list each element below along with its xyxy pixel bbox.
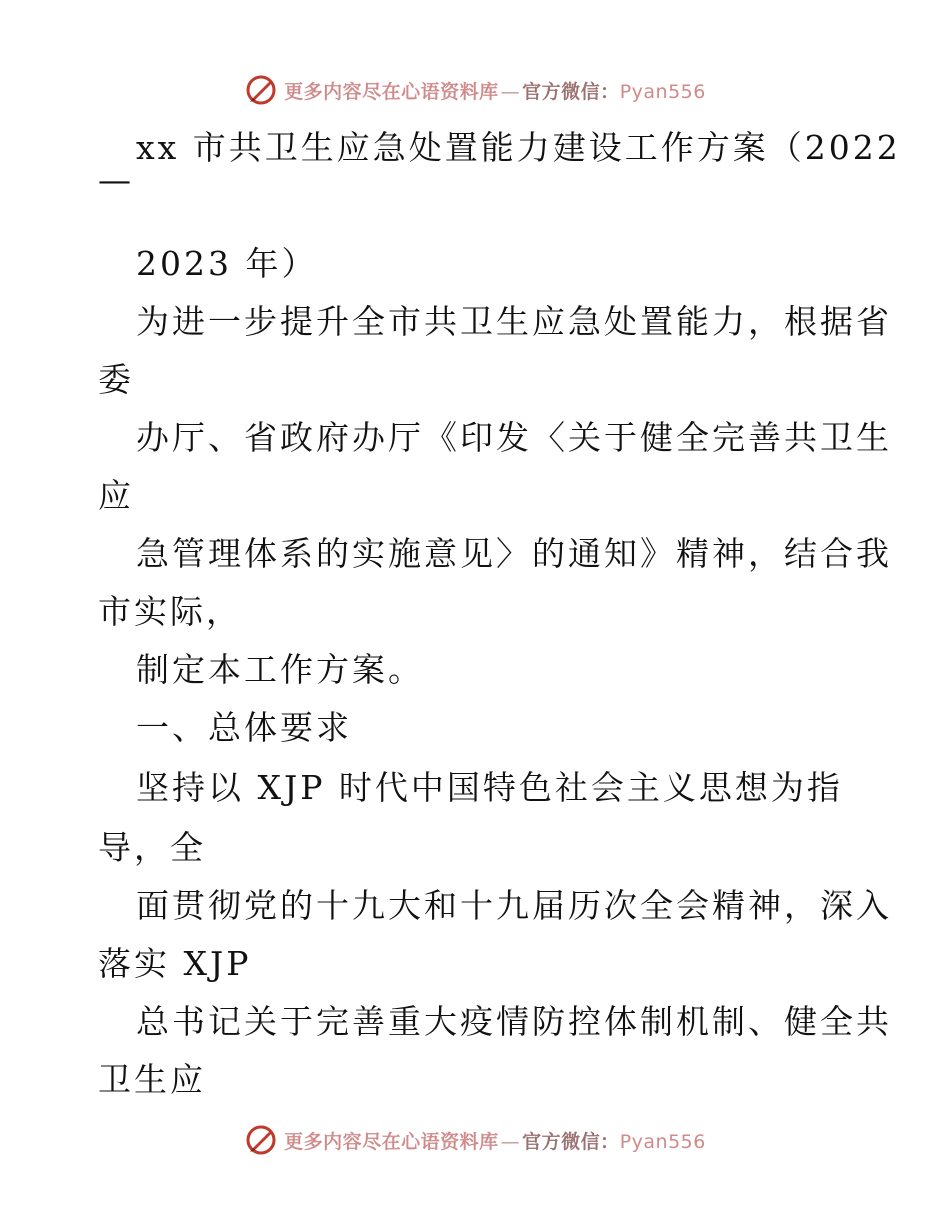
- paragraph-line: 导，全: [98, 828, 206, 867]
- watermark-wechat-id: Pyan556: [619, 80, 706, 103]
- header-watermark: [0, 68, 950, 112]
- quill-pen-circle-icon: [244, 73, 278, 107]
- paragraph-line: 办厅、省政府办厅《印发〈关于健全完善共卫生: [136, 418, 892, 457]
- watermark-site-name: 更多内容尽在心语资料库: [284, 80, 499, 103]
- paragraph-line: 应: [98, 476, 134, 515]
- paragraph-line: 总书记关于完善重大疫情防控体制机制、健全共: [136, 1002, 892, 1041]
- watermark-site-name: 更多内容尽在心语资料库: [284, 1130, 499, 1153]
- watermark-wechat-label: 官方微信：: [522, 80, 620, 103]
- watermark-separator: —: [500, 1130, 521, 1153]
- watermark-text: [284, 1127, 706, 1154]
- paragraph-line: 面贯彻党的十九大和十九届历次全会精神，深入: [136, 886, 892, 925]
- paragraph-line: 卫生应: [98, 1060, 206, 1099]
- document-title-line-1: xx 市共卫生应急处置能力建设工作方案（2022: [136, 128, 901, 167]
- watermark-wechat-id: Pyan556: [619, 1130, 706, 1153]
- watermark-text: [284, 77, 706, 104]
- paragraph-line: 坚持以 XJP 时代中国特色社会主义思想为指: [136, 768, 843, 807]
- document-title-line-3: 2023 年）: [136, 244, 318, 283]
- quill-pen-circle-icon: [244, 1123, 278, 1157]
- watermark-separator: —: [500, 80, 521, 103]
- paragraph-line: 为进一步提升全市共卫生应急处置能力，根据省: [136, 302, 892, 341]
- paragraph-line: 制定本工作方案。: [136, 650, 424, 689]
- paragraph-line: 委: [98, 360, 134, 399]
- section-heading: 一、总体要求: [136, 708, 352, 747]
- footer-watermark: [0, 1118, 950, 1162]
- watermark-wechat-label: 官方微信：: [522, 1130, 620, 1153]
- paragraph-line: 急管理体系的实施意见〉的通知》精神，结合我: [136, 534, 892, 573]
- paragraph-line: 市实际，: [98, 592, 242, 631]
- document-title-line-2: —: [98, 160, 134, 199]
- paragraph-line: 落实 XJP: [98, 944, 252, 983]
